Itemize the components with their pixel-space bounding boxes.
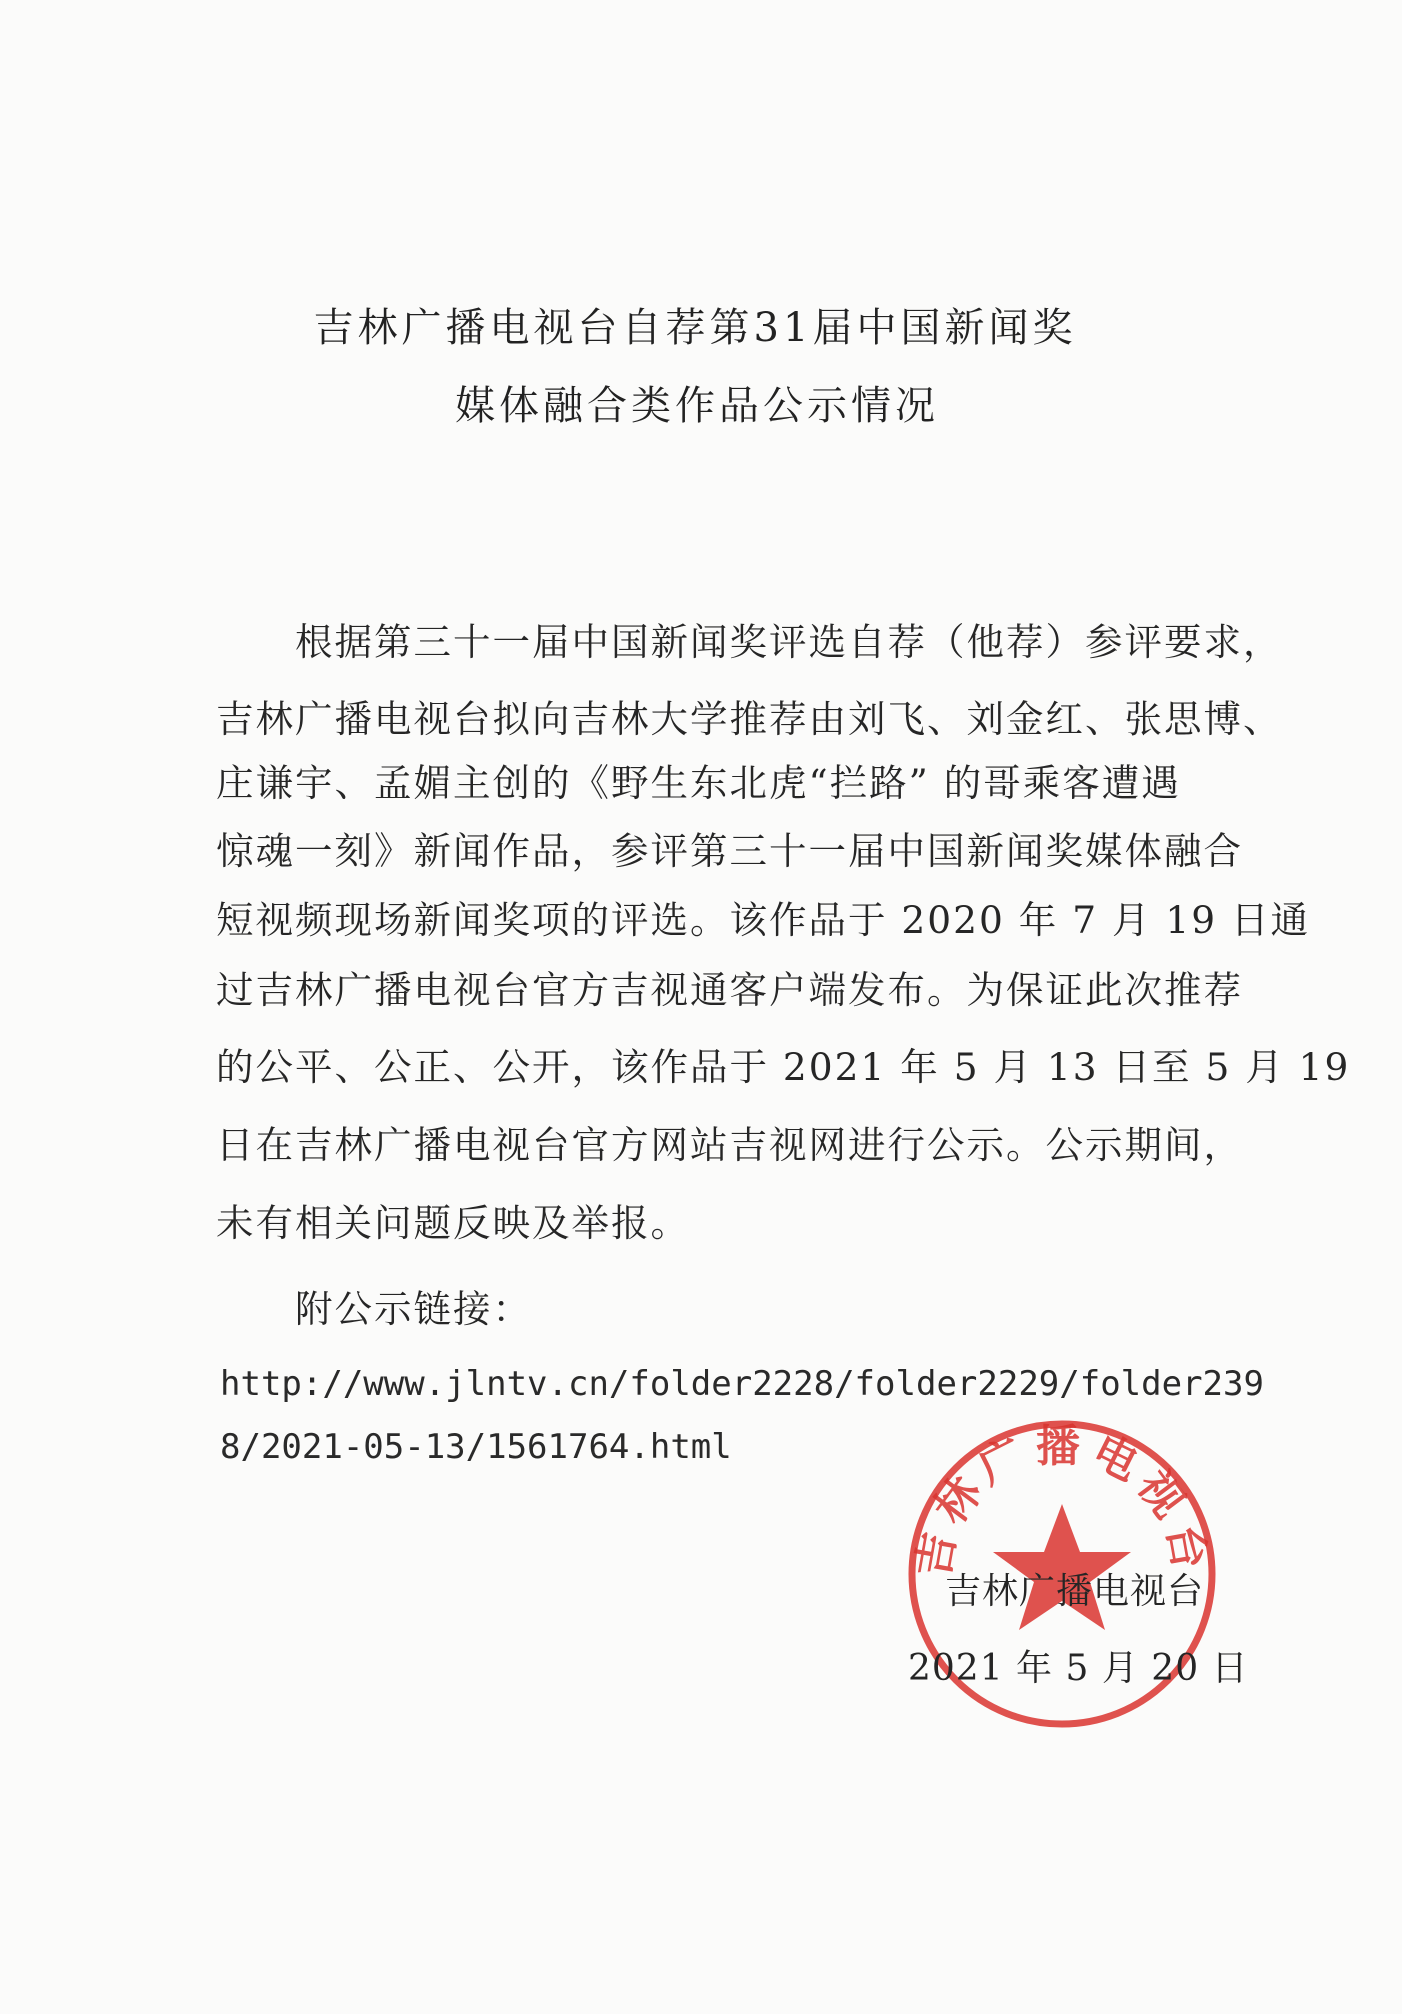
signature-date: 2021 年 5 月 20 日 [908, 1648, 1249, 1689]
body-line: 根据第三十一届中国新闻奖评选自荐（他荐）参评要求， [216, 620, 1283, 664]
document-title-line-1: 吉林广播电视台自荐第31届中国新闻奖 [313, 305, 1077, 351]
body-line: 未有相关问题反映及举报。 [216, 1201, 690, 1245]
body-line: 日在吉林广播电视台官方网站吉视网进行公示。公示期间， [216, 1123, 1243, 1167]
seal-text: 吉林广播电视台 [907, 1421, 1217, 1582]
notice-link-line-1[interactable]: http://www.jlntv.cn/folder2228/folder2229/folder239 [220, 1364, 1264, 1404]
body-line: 庄谦宇、孟媚主创的《野生东北虎“拦路” 的哥乘客遭遇 [216, 761, 1181, 805]
body-line: 惊魂一刻》新闻作品，参评第三十一届中国新闻奖媒体融合 [216, 829, 1243, 873]
body-line: 短视频现场新闻奖项的评选。该作品于 2020 年 7 月 19 日通 [216, 898, 1311, 942]
body-line: 过吉林广播电视台官方吉视通客户端发布。为保证此次推荐 [216, 968, 1243, 1012]
notice-link-line-2[interactable]: 8/2021-05-13/1561764.html [220, 1427, 732, 1467]
body-line: 吉林广播电视台拟向吉林大学推荐由刘飞、刘金红、张思博、 [216, 697, 1283, 741]
document-title-line-2: 媒体融合类作品公示情况 [455, 383, 939, 429]
attachment-label: 附公示链接： [216, 1287, 532, 1331]
signature-organization: 吉林广播电视台 [945, 1571, 1205, 1612]
body-line: 的公平、公正、公开，该作品于 2021 年 5 月 13 日至 5 月 19 [216, 1045, 1351, 1089]
